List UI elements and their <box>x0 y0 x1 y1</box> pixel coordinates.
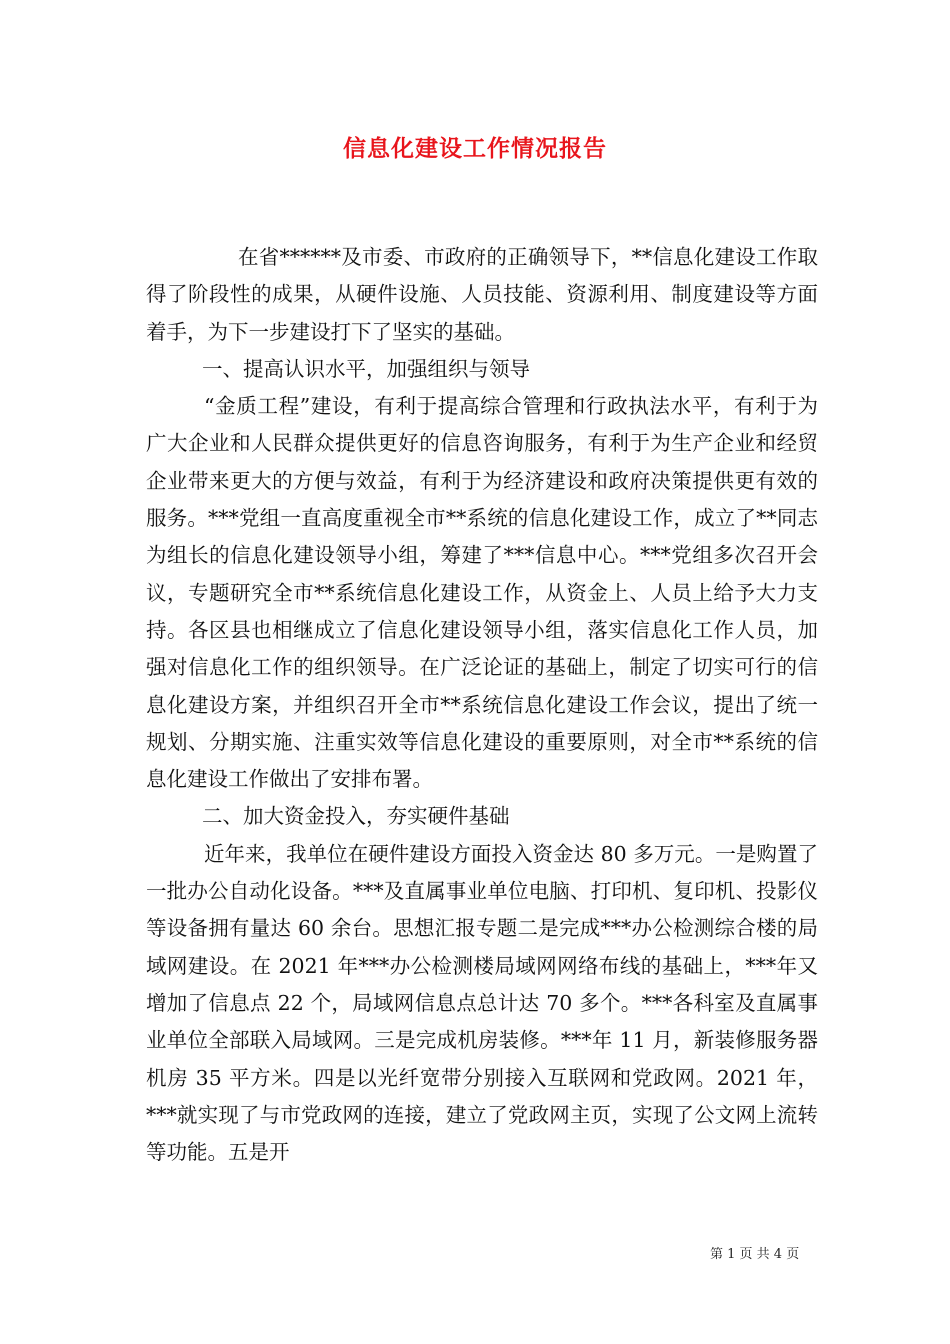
section-heading-2: 二、加大资金投入，夯实硬件基础 <box>202 804 510 829</box>
section-1-paragraph: “金质工程”建设，有利于提高综合管理和行政执法水平，有利于为广大企业和人民群众提供更好的信息咨询服务，有利于为生产企业和经贸企业带来更大的方便与效益，有利于为经济建设和政府决策提供更有效的服务。***党组一直高度重视全市**系统的信息化建设工作，成立了**同志为组长的信息化建设领导小组，筹建了***信息中心。***党组多次召开会议，专题研究全市**系统信息化建设工作，从资金上、人员上给予大力支持。各区县也相继成立了信息化建设领导小组，落实信息化工作人员，加强对信息化工作的组织领导。在广泛论证的基础上，制定了切实可行的信息化建设方案，并组织召开全市**系统信息化建设工作会议，提出了统一规划、分期实施、注重实效等信息化建设的重要原则，对全市**系统的信息化建设工作做出了安排布署。 <box>146 394 818 792</box>
intro-paragraph: 在省******及市委、市政府的正确领导下，**信息化建设工作取得了阶段性的成果，从硬件设施、人员技能、资源利用、制度建设等方面着手，为下一步建设打下了坚实的基础。 <box>146 245 818 344</box>
document-body <box>146 239 818 1171</box>
section-2-paragraph: 近年来，我单位在硬件建设方面投入资金达 80 多万元。一是购置了一批办公自动化设备。***及直属事业单位电脑、打印机、复印机、投影仪等设备拥有量达 60 余台。思想汇报专题二是完成***办公检测综合楼的局域网建设。在 2021 年***办公检测楼局域网网络布线的基础上，***年又增加了信息点 22 个，局域网信息点总计达 70 多个。***各科室及直属事业单位全部联入局域网。三是完成机房装修。***年 11 月，新装修服务器机房 35 平方米。四是以光纤宽带分别接入互联网和党政网。2021 年，***就实现了与市党政网的连接，建立了党政网主页，实现了公文网上流转等功能。五是开 <box>146 841 818 1165</box>
section-heading-1: 一、提高认识水平，加强组织与领导 <box>202 356 530 381</box>
page-number: 第 1 页 共 4 页 <box>710 1247 800 1262</box>
document-title: 信息化建设工作情况报告 <box>343 135 607 162</box>
